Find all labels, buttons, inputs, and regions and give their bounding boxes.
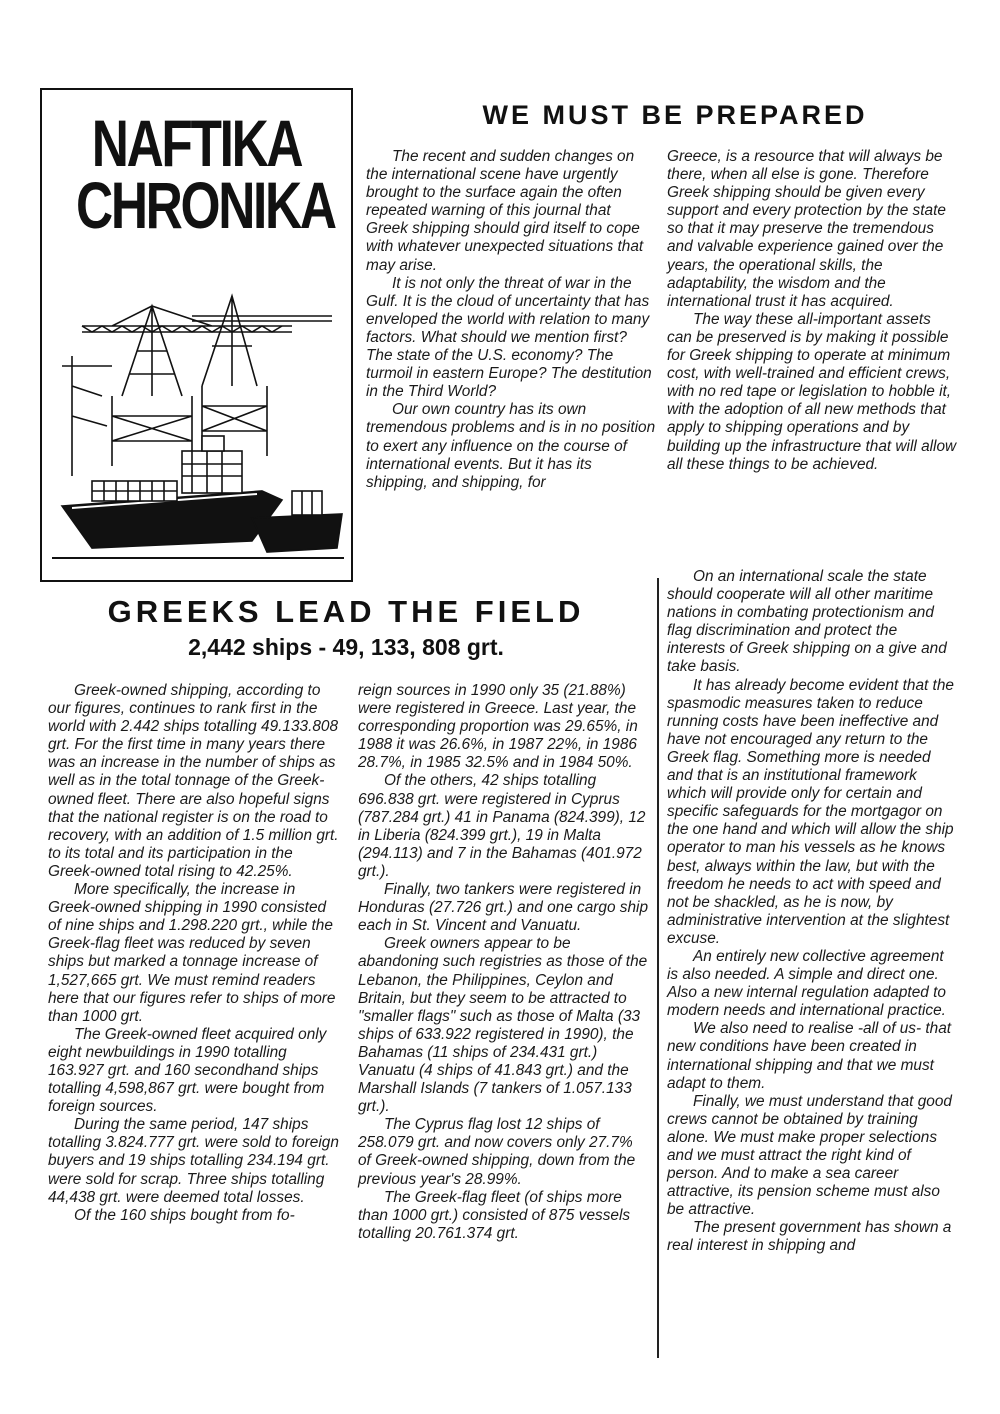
paragraph: Of the 160 ships bought from fo- <box>74 1206 295 1224</box>
paragraph: The Greek-flag fleet (of ships more than 1000 grt.) consisted of 875 vessels totalling 20.761.374 grt. <box>358 1188 631 1242</box>
article-subheadline: 2,442 ships - 49, 133, 808 grt. <box>188 634 504 660</box>
masthead-line-2: CHRONIKA <box>75 168 335 242</box>
paragraph: reign sources in 1990 only 35 (21.88%) were registered in Greece. Last year, the corresponding proportion was 29.65%, in 1988 it was 26.6%, in 1987 22%, in 1986 28.7%, in 1985 32.5% and in 1984 50%. <box>358 682 638 772</box>
paragraph: It has already become evident that the spasmodic measures taken to reduce running costs have been ineffective and have not encouraged any return to the Greek flag. Something more is needed and that is an institutional framework which will provide only for certain and specific safeguards for the mortgagor on the one hand and which will allow the ship operator to man his vessels as he knows best, always within the law, but with the freedom he needs to act with speed and not be shackled, as he is now, by administrative intervention at the slightest excuse. <box>667 676 954 947</box>
paragraph: Finally, we must understand that good crews cannot be obtained by training alone. We must make proper selections and we must attract the right kind of person. And to make a sea career attractive, its pension scheme must also be attractive. <box>667 1092 952 1219</box>
paragraph: The recent and sudden changes on the international scene have urgently brought to the surface again the often repeated warning of this journal that Greek shipping should gird itself to cope with whatever unexpected situations that may arise. <box>366 148 644 274</box>
paragraph: Greek owners appear to be abandoning such registries as those of the Lebanon, the Philippines, Ceylon and Britain, but they seem to be attracted to "smaller flags" such as those of Malta (33 ships of 633.922 registered in 1990), the Bahamas (11 ships of 234.431 grt.) Vanuatu (4 ships of 41.843 grt.) and the Marshall Islands (7 tankers of 1.057.133 grt.). <box>358 935 648 1116</box>
article-column-1 <box>48 682 339 1225</box>
paragraph: During the same period, 147 ships totalling 3.824.777 grt. were sold to foreign buyers and 19 ships totalling 234.194 grt. were sold for scrap. Three ships totalling 44,438 grt. were deemed total losses. <box>48 1116 339 1206</box>
article-headline: GREEKS LEAD THE FIELD <box>107 594 585 629</box>
paragraph: An entirely new collective agreement is also needed. A simple and direct one. Also a new internal regulation adapted to modern needs and international practice. <box>667 947 946 1020</box>
masthead-title <box>75 106 335 242</box>
article-column-2 <box>358 682 649 1243</box>
editorial-column-2 <box>667 148 958 474</box>
paragraph: Finally, two tankers were registered in Honduras (27.726 grt.) and one cargo ship each in St. Vincent and Vanuatu. <box>358 881 649 935</box>
paragraph: The present government has shown a real interest in shipping and <box>667 1219 952 1255</box>
paragraph: We also need to realise -all of us- that new conditions have been created in international shipping and that we must adapt to them. <box>667 1020 952 1092</box>
editorial-title: WE MUST BE PREPARED <box>482 100 868 130</box>
paragraph: It is not only the threat of war in the Gulf. It is the cloud of uncertainty that has enveloped the world with relation to many factors. What should we mention first? The state of the U.S. economy? The turmoil in eastern Europe? The destitution in the Third World? <box>366 274 652 401</box>
port-illustration <box>52 286 344 568</box>
paragraph: Greek-owned shipping, according to our figures, continues to rank first in the world with 2.442 ships totalling 49.133.808 grt. For the first time in many years there was an increase in the number of ships as well as in the total tonnage of the Greek-owned fleet. There are also hopeful signs that the national register is on the road to recovery, with an addition of 1.5 million grt. to its total and its participation in the Greek-owned total rising to 42.25%. <box>48 682 339 880</box>
editorial-column-1 <box>366 148 656 492</box>
column-divider <box>657 578 659 1358</box>
paragraph: The Cyprus flag lost 12 ships of 258.079 grt. and now covers only 27.7% of Greek-owned shipping, down from the previous year's 28.99%. <box>358 1116 636 1188</box>
paragraph: Greece, is a resource that will always be there, when all else is gone. Therefore Greek shipping should be given every support and every protection by the state so that it may preserve the tremendous and valvable experience gained over the years, the operational skills, the adaptability, the wisdom and the international trust it has acquired. <box>667 148 946 310</box>
masthead-line-1: NAFTIKA <box>91 106 302 180</box>
paragraph: More specifically, the increase in Greek-owned shipping in 1990 consisted of nine ships and 1.298.220 grt., while the Greek-flag fleet was reduced by seven ships but marked a tonnage increase of 1,527,665 grt. We must remind readers here that our figures refer to ships of more than 1000 grt. <box>48 881 336 1025</box>
paragraph: The way these all-important assets can be preserved is by making it possible for Greek shipping to operate at minimum cost, with well-trained and efficient crews, with no red tape or legislation to hobble it, with the adoption of all new methods that apply to shipping operations and by building up the infrastructure that will allow all these things to be achieved. <box>667 310 957 473</box>
paragraph: Our own country has its own tremendous problems and is in no position to exert any influence on the course of international events. But it has its shipping, and shipping, for <box>366 401 656 491</box>
paragraph: The Greek-owned fleet acquired only eight newbuildings in 1990 totalling 163.927 grt. and 160 secondhand ships totalling 4,598,867 grt. were bought from foreign sources. <box>48 1025 327 1116</box>
editorial-column-3 <box>667 568 958 1256</box>
paragraph: Of the others, 42 ships totalling 696.838 grt. were registered in Cyprus (787.284 grt.) 41 in Panama (824.399), 12 in Liberia (824.399 grt.), 19 in Malta (294.113) and 7 in the Bahamas (401.972 grt.). <box>358 772 646 880</box>
masthead-box <box>40 88 353 582</box>
paragraph: On an international scale the state should cooperate will all other maritime nations in combating protectionism and flag discrimination and protect the interests of Greek shipping on a give and take basis. <box>667 568 947 676</box>
